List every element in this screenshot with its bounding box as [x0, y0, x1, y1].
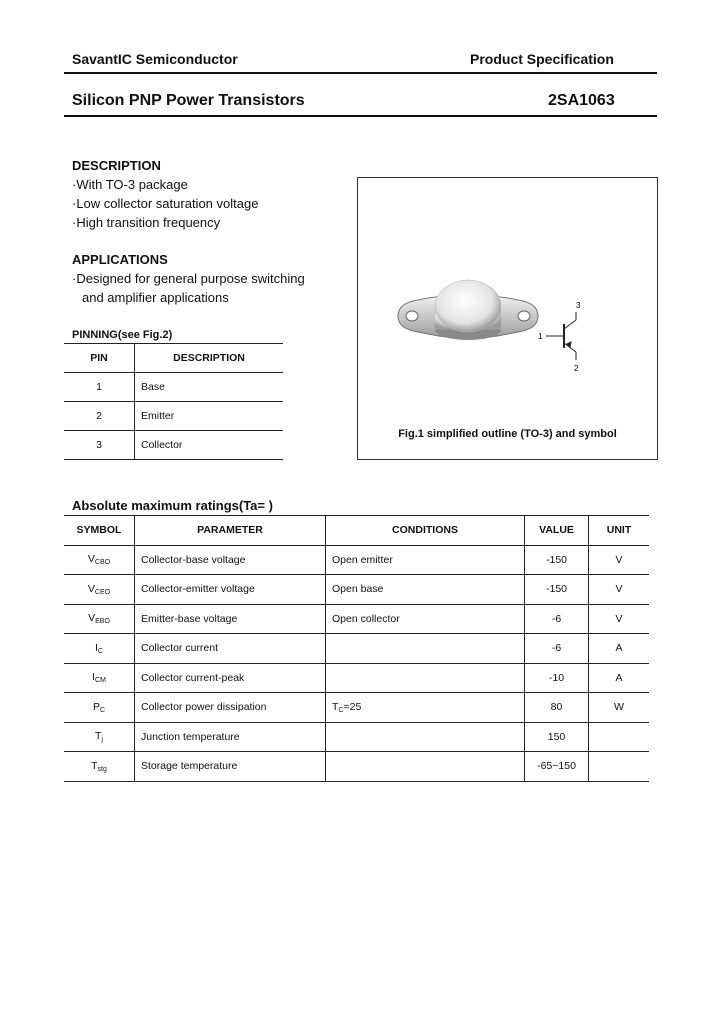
table-row	[64, 373, 283, 402]
symbol-subscript: C	[97, 647, 103, 655]
company-name: SavantIC Semiconductor	[72, 51, 238, 67]
mounting-hole-icon	[406, 311, 418, 321]
parameter-cell: Junction temperature	[135, 722, 326, 752]
symbol-cell	[64, 663, 135, 693]
value-cell: -6	[525, 604, 589, 634]
parameter-cell: Collector current-peak	[135, 663, 326, 693]
value-header: VALUE	[525, 516, 589, 546]
value-cell: -6	[525, 634, 589, 664]
symbol-cell	[64, 545, 135, 575]
figure-box	[357, 177, 658, 460]
ratings-title: Absolute maximum ratings(Ta= )	[72, 498, 273, 513]
table-row	[64, 402, 283, 431]
value-cell: 150	[525, 722, 589, 752]
header-rule-top	[64, 72, 657, 74]
conditions-cell: Open collector	[326, 604, 525, 634]
value-cell: 80	[525, 693, 589, 723]
symbol-subscript: CEO	[94, 588, 111, 596]
parameter-cell: Collector current	[135, 634, 326, 664]
unit-cell: V	[615, 553, 623, 566]
table-row	[64, 575, 649, 605]
conditions-cell	[326, 752, 525, 782]
pin-header: PIN	[64, 344, 135, 373]
value-cell: -65~150	[525, 752, 589, 782]
symbol-letter: V	[88, 612, 96, 625]
value-cell: -10	[525, 663, 589, 693]
table-row	[64, 604, 649, 634]
pin-description-header: DESCRIPTION	[173, 352, 245, 364]
can-top	[435, 280, 501, 332]
symbol-cell	[64, 634, 135, 664]
to3-package-illustration	[358, 178, 657, 418]
mounting-hole-icon	[518, 311, 530, 321]
pin-label-1: 1	[538, 332, 543, 341]
table-row	[64, 693, 649, 723]
conditions-header: CONDITIONS	[326, 516, 525, 546]
table-row	[64, 634, 649, 664]
condition-symbol: T	[332, 700, 339, 713]
symbol-cell	[64, 604, 135, 634]
description-title: DESCRIPTION	[72, 158, 161, 173]
pnp-transistor-symbol-icon	[546, 312, 576, 360]
pin-label-3: 3	[576, 301, 581, 310]
part-number: 2SA1063	[548, 92, 615, 109]
symbol-letter: V	[87, 553, 95, 566]
unit-cell	[589, 722, 650, 752]
unit-cell: V	[615, 583, 623, 596]
symbol-cell	[64, 693, 135, 723]
description-item: ·With TO-3 package	[72, 177, 188, 192]
value-cell: -150	[525, 545, 589, 575]
conditions-cell	[326, 693, 525, 723]
unit-header: UNIT	[606, 524, 632, 537]
table-row	[64, 722, 649, 752]
value-cell: -150	[525, 575, 589, 605]
header-rule-bottom	[64, 115, 657, 117]
symbol-letter: I	[92, 671, 96, 684]
table-row	[64, 545, 649, 575]
parameter-header: PARAMETER	[135, 516, 326, 546]
applications-title: APPLICATIONS	[72, 252, 168, 267]
symbol-letter: T	[95, 730, 102, 743]
parameter-cell: Collector-base voltage	[135, 545, 326, 575]
symbol-subscript: CBO	[94, 559, 111, 567]
symbol-letter: I	[95, 641, 98, 654]
condition-value: =25	[343, 700, 368, 713]
table-row	[64, 752, 649, 782]
pin-description: Emitter	[141, 410, 175, 422]
table-row	[64, 663, 649, 693]
product-line: Silicon PNP Power Transistors	[72, 92, 305, 109]
table-row	[64, 431, 283, 460]
pin-number: 2	[64, 402, 135, 431]
symbol-subscript: j	[101, 736, 103, 744]
document-type: Product Specification	[470, 51, 614, 67]
parameter-cell: Collector-emitter voltage	[135, 575, 326, 605]
symbol-letter: T	[91, 759, 98, 772]
applications-line: and amplifier applications	[82, 290, 229, 305]
symbol-subscript: C	[99, 706, 106, 714]
conditions-cell: Open emitter	[326, 545, 525, 575]
conditions-cell: Open base	[326, 575, 525, 605]
symbol-subscript: CM	[95, 677, 106, 685]
symbol-cell	[64, 722, 135, 752]
symbol-subscript: EBO	[95, 618, 110, 626]
conditions-cell	[326, 722, 525, 752]
symbol-letter: P	[92, 700, 100, 713]
parameter-cell: Storage temperature	[135, 752, 326, 782]
symbol-cell	[64, 752, 135, 782]
conditions-cell	[326, 634, 525, 664]
pin-label-2: 2	[574, 364, 579, 373]
pinning-table	[64, 343, 283, 460]
description-item: ·Low collector saturation voltage	[72, 196, 259, 211]
symbol-header: SYMBOL	[64, 516, 135, 546]
condition-subscript: C	[338, 706, 344, 714]
parameter-cell: Emitter-base voltage	[135, 604, 326, 634]
symbol-cell	[64, 575, 135, 605]
description-item: ·High transition frequency	[72, 215, 221, 230]
unit-cell: V	[615, 612, 623, 625]
parameter-cell: Collector power dissipation	[135, 693, 326, 723]
unit-cell: A	[615, 642, 623, 655]
pinning-title: PINNING(see Fig.2)	[72, 329, 173, 341]
pin-description: Base	[141, 381, 165, 393]
unit-cell: W	[614, 701, 624, 714]
pin-number: 1	[64, 373, 135, 402]
applications-line: ·Designed for general purpose switching	[72, 271, 305, 286]
figure-caption: Fig.1 simplified outline (TO-3) and symbol	[398, 428, 617, 440]
ratings-table	[64, 515, 649, 782]
unit-cell: A	[615, 671, 623, 684]
conditions-cell	[326, 663, 525, 693]
symbol-subscript: stg	[97, 765, 107, 773]
pin-number: 3	[64, 431, 135, 460]
unit-cell	[589, 752, 650, 782]
pin-description: Collector	[141, 439, 183, 451]
symbol-letter: V	[87, 582, 95, 595]
